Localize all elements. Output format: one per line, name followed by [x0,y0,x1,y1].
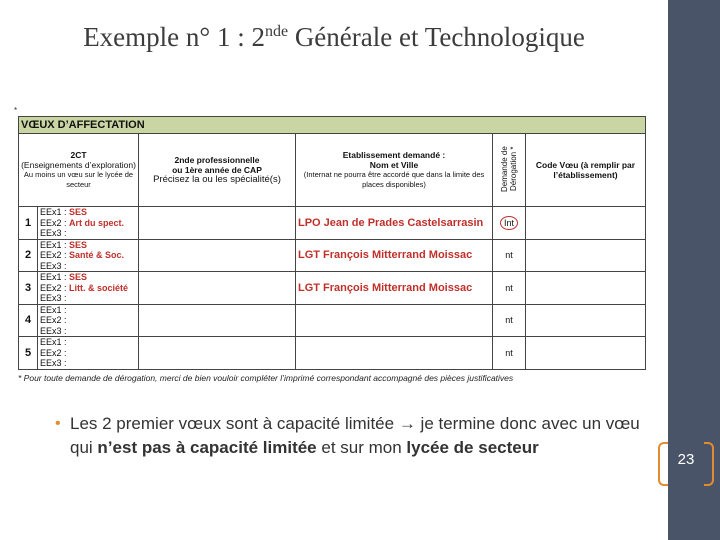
table-row [19,337,646,370]
voeux-table [18,116,646,370]
title-text: Exemple n° 1 : 2 [83,22,265,52]
page-number: 23 [677,451,695,468]
eex-label: EEx2 : [40,250,67,260]
eex-label: EEx2 : [40,347,67,358]
col-2ct-sub: (Enseignements d’exploration) [21,160,136,170]
bullet-part: je termine donc avec un vœu qui [70,414,640,457]
derog-value: Int [500,216,518,230]
bullet-part: et sur mon [316,438,407,457]
code-cell [526,337,646,370]
title-text-end: Générale et Technologique [288,22,585,52]
table-header: VŒUX D’AFFECTATION [19,117,646,134]
row-number: 1 [19,207,38,240]
row-number: 2 [19,239,38,272]
code-cell [526,272,646,305]
table-row [19,272,646,305]
col-code-label: Code Vœu (à remplir par l’établissement) [535,160,636,180]
col-prof-c: Précisez la ou les spécialité(s) [153,174,281,185]
prof-cell [139,272,296,305]
col-etab-c: (Internat ne pourra être accordé que dans la limite des places disponibles) [303,170,485,189]
code-cell [526,304,646,337]
col-prof-b: ou 1ère année de CAP [172,165,262,175]
table-row [19,304,646,337]
column-headers [19,134,646,207]
prof-cell [139,304,296,337]
etab-cell [296,337,493,370]
col-2ct-note: Au moins un vœu sur le lycée de secteur [23,170,134,189]
etab-cell [296,304,493,337]
eex-value: SES [69,239,88,250]
slide-title [0,22,668,53]
eex-cell [38,272,139,305]
table-row [19,207,646,240]
col-etab-b: Nom et Ville [369,160,419,170]
col-2ct-title: 2CT [70,150,87,160]
bullet-part: Les 2 premier vœux sont à capacité limitée [70,414,399,433]
derog-value: nt [493,272,526,305]
column-code [526,134,646,207]
eex-label: EEx3 : [40,325,67,336]
eex-label: EEx2 : [40,315,67,325]
prof-cell [139,239,296,272]
title-superscript: nde [264,23,289,40]
asterisk-mark: * [14,106,18,115]
form-scan-image [12,108,654,390]
eex-cell [38,207,139,240]
eex-cell [38,304,139,337]
bullet-bold: lycée de secteur [406,438,539,457]
eex-label: EEx3 : [40,228,67,238]
eex-label: EEx1 : [40,272,67,282]
prof-cell [139,207,296,240]
footnote: * Pour toute demande de dérogation, merci de bien vouloir compléter l’imprimé correspondant accompagné des pièces justificatives [18,373,514,383]
eex-label: EEx1 : [40,337,67,347]
eex-value: SES [69,207,88,217]
etab-cell: LGT François Mitterrand Moissac [296,239,493,272]
eex-label: EEx3 : [40,293,67,303]
derog-value: nt [493,239,526,272]
column-2ct [19,134,139,207]
eex-label: EEx2 : [40,282,67,293]
table-row [19,239,646,272]
eex-cell [38,337,139,370]
eex-label: EEx3 : [40,358,67,368]
etab-cell: LGT François Mitterrand Moissac [296,272,493,305]
row-number: 5 [19,337,38,370]
row-number: 3 [19,272,38,305]
eex-value: Litt. & société [69,282,129,293]
eex-label: EEx1 : [40,207,67,217]
eex-cell [38,239,139,272]
row-number: 4 [19,304,38,337]
bullet-text [55,412,660,460]
table-header-row [19,117,646,134]
eex-value: Art du spect. [69,217,125,228]
column-derog [493,134,526,207]
eex-value: Santé & Soc. [69,250,125,260]
code-cell [526,207,646,240]
derog-value: nt [493,304,526,337]
derog-value: nt [493,337,526,370]
col-derog-label: Demande de Dérogation * [500,146,518,192]
eex-value: SES [69,272,88,282]
etab-cell: LPO Jean de Prades Castelsarrasin [296,207,493,240]
eex-label: EEx1 : [40,239,67,250]
col-etab-a: Etablissement demandé : [342,150,446,160]
eex-label: EEx1 : [40,304,67,315]
column-prof [139,134,296,207]
bullet-dot-icon: • [55,415,61,432]
bullet-bold: n’est pas à capacité limitée [97,438,317,457]
col-prof-a: 2nde professionnelle [174,155,260,165]
code-cell [526,239,646,272]
arrow-icon: → [398,414,416,433]
prof-cell [139,337,296,370]
eex-label: EEx2 : [40,217,67,228]
derog-cell [493,207,526,240]
eex-label: EEx3 : [40,260,67,271]
slide-number [658,442,714,482]
column-etab [296,134,493,207]
